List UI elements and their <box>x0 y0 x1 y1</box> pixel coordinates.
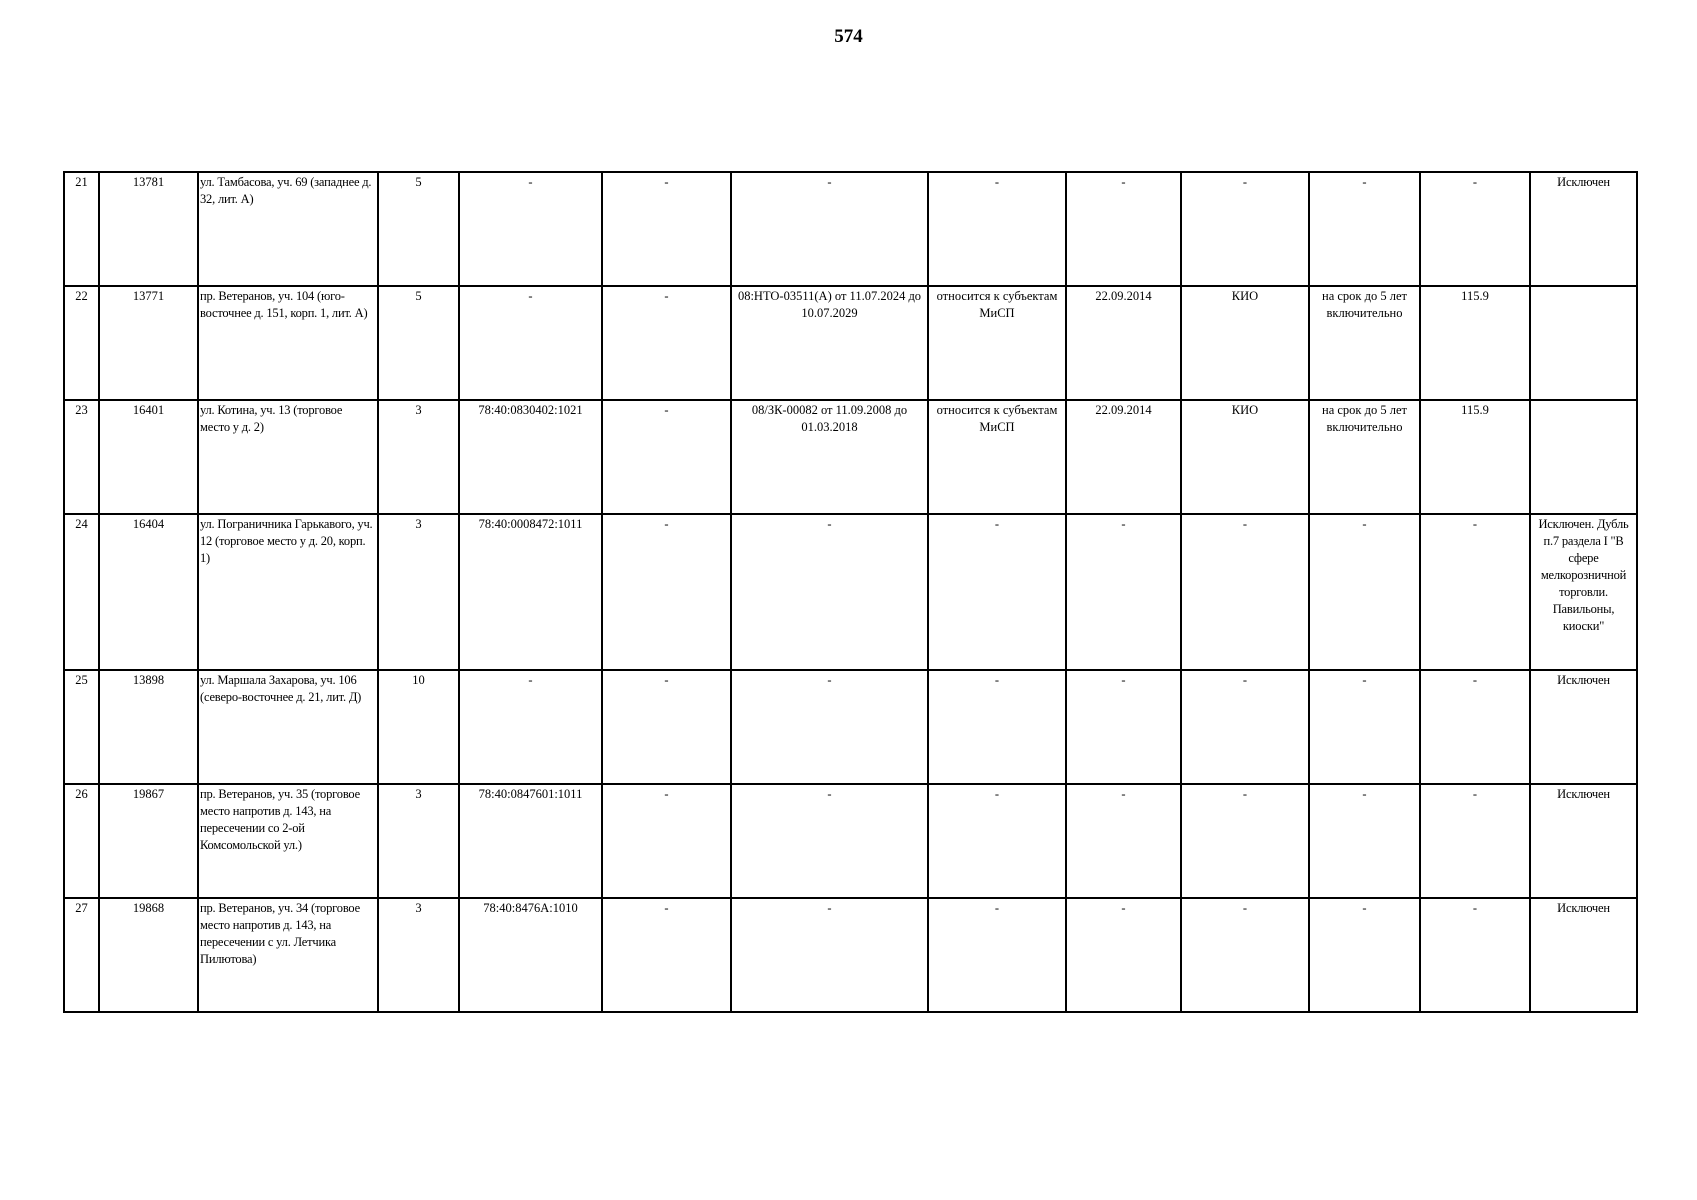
row-number-cell: 27 <box>64 898 99 1012</box>
register-table-body <box>64 172 1637 1012</box>
rate-cell: 115.9 <box>1420 400 1530 514</box>
note-cell: Исключен <box>1530 670 1637 784</box>
column-6-cell: - <box>602 514 731 670</box>
object-id-cell: 19867 <box>99 784 198 898</box>
contract-cell: - <box>731 670 928 784</box>
cadastral-number-cell: 78:40:0830402:1021 <box>459 400 602 514</box>
term-cell: - <box>1309 514 1420 670</box>
cadastral-number-cell: 78:40:8476А:1010 <box>459 898 602 1012</box>
row-number-cell: 26 <box>64 784 99 898</box>
row-number-cell: 23 <box>64 400 99 514</box>
date-cell: - <box>1066 514 1181 670</box>
address-cell: ул. Тамбасова, уч. 69 (западнее д. 32, лит. А) <box>198 172 378 286</box>
page-number: 574 <box>834 26 863 47</box>
table-row <box>64 784 1637 898</box>
column-6-cell: - <box>602 784 731 898</box>
address-cell: ул. Пограничника Гарькавого, уч. 12 (торговое место у д. 20, корп. 1) <box>198 514 378 670</box>
register-table <box>63 171 1638 1013</box>
rate-cell: - <box>1420 172 1530 286</box>
msp-status-cell: - <box>928 784 1066 898</box>
date-cell: 22.09.2014 <box>1066 286 1181 400</box>
cadastral-number-cell: - <box>459 670 602 784</box>
organization-cell: КИО <box>1181 286 1309 400</box>
object-id-cell: 13898 <box>99 670 198 784</box>
area-cell: 3 <box>378 400 459 514</box>
column-6-cell: - <box>602 172 731 286</box>
contract-cell: - <box>731 172 928 286</box>
contract-cell: - <box>731 898 928 1012</box>
address-cell: пр. Ветеранов, уч. 35 (торговое место напротив д. 143, на пересечении со 2-ой Комсомольской ул.) <box>198 784 378 898</box>
table-row <box>64 670 1637 784</box>
column-6-cell: - <box>602 670 731 784</box>
organization-cell: - <box>1181 898 1309 1012</box>
row-number-cell: 21 <box>64 172 99 286</box>
contract-cell: - <box>731 784 928 898</box>
object-id-cell: 16401 <box>99 400 198 514</box>
date-cell: - <box>1066 172 1181 286</box>
note-cell: Исключен <box>1530 172 1637 286</box>
area-cell: 5 <box>378 286 459 400</box>
term-cell: - <box>1309 784 1420 898</box>
term-cell: - <box>1309 670 1420 784</box>
area-cell: 3 <box>378 898 459 1012</box>
row-number-cell: 25 <box>64 670 99 784</box>
contract-cell: 08:НТО-03511(А) от 11.07.2024 до 10.07.2029 <box>731 286 928 400</box>
rate-cell: - <box>1420 514 1530 670</box>
organization-cell: - <box>1181 670 1309 784</box>
contract-cell: - <box>731 514 928 670</box>
area-cell: 10 <box>378 670 459 784</box>
note-cell <box>1530 400 1637 514</box>
table-row <box>64 172 1637 286</box>
address-cell: пр. Ветеранов, уч. 34 (торговое место напротив д. 143, на пересечении с ул. Летчика Пилютова) <box>198 898 378 1012</box>
msp-status-cell: относится к субъектам МиСП <box>928 400 1066 514</box>
organization-cell: КИО <box>1181 400 1309 514</box>
address-cell: ул. Котина, уч. 13 (торговое место у д. 2) <box>198 400 378 514</box>
note-cell: Исключен <box>1530 898 1637 1012</box>
msp-status-cell: - <box>928 670 1066 784</box>
column-6-cell: - <box>602 286 731 400</box>
date-cell: - <box>1066 898 1181 1012</box>
column-6-cell: - <box>602 400 731 514</box>
rate-cell: 115.9 <box>1420 286 1530 400</box>
term-cell: на срок до 5 лет включительно <box>1309 400 1420 514</box>
area-cell: 3 <box>378 514 459 670</box>
rate-cell: - <box>1420 898 1530 1012</box>
object-id-cell: 16404 <box>99 514 198 670</box>
term-cell: на срок до 5 лет включительно <box>1309 286 1420 400</box>
cadastral-number-cell: 78:40:0008472:1011 <box>459 514 602 670</box>
term-cell: - <box>1309 172 1420 286</box>
date-cell: - <box>1066 670 1181 784</box>
object-id-cell: 13771 <box>99 286 198 400</box>
date-cell: 22.09.2014 <box>1066 400 1181 514</box>
note-cell: Исключен. Дубль п.7 раздела I "В сфере мелкорозничной торговли. Павильоны, киоски" <box>1530 514 1637 670</box>
msp-status-cell: - <box>928 514 1066 670</box>
note-cell <box>1530 286 1637 400</box>
organization-cell: - <box>1181 514 1309 670</box>
msp-status-cell: - <box>928 172 1066 286</box>
row-number-cell: 22 <box>64 286 99 400</box>
msp-status-cell: относится к субъектам МиСП <box>928 286 1066 400</box>
object-id-cell: 19868 <box>99 898 198 1012</box>
address-cell: пр. Ветеранов, уч. 104 (юго-восточнее д. 151, корп. 1, лит. А) <box>198 286 378 400</box>
table-row <box>64 514 1637 670</box>
area-cell: 5 <box>378 172 459 286</box>
rate-cell: - <box>1420 784 1530 898</box>
organization-cell: - <box>1181 784 1309 898</box>
row-number-cell: 24 <box>64 514 99 670</box>
address-cell: ул. Маршала Захарова, уч. 106 (северо-восточнее д. 21, лит. Д) <box>198 670 378 784</box>
organization-cell: - <box>1181 172 1309 286</box>
table-row <box>64 286 1637 400</box>
date-cell: - <box>1066 784 1181 898</box>
note-cell: Исключен <box>1530 784 1637 898</box>
area-cell: 3 <box>378 784 459 898</box>
term-cell: - <box>1309 898 1420 1012</box>
rate-cell: - <box>1420 670 1530 784</box>
msp-status-cell: - <box>928 898 1066 1012</box>
table-row <box>64 400 1637 514</box>
contract-cell: 08/ЗК-00082 от 11.09.2008 до 01.03.2018 <box>731 400 928 514</box>
cadastral-number-cell: 78:40:0847601:1011 <box>459 784 602 898</box>
column-6-cell: - <box>602 898 731 1012</box>
object-id-cell: 13781 <box>99 172 198 286</box>
cadastral-number-cell: - <box>459 172 602 286</box>
table-row <box>64 898 1637 1012</box>
cadastral-number-cell: - <box>459 286 602 400</box>
